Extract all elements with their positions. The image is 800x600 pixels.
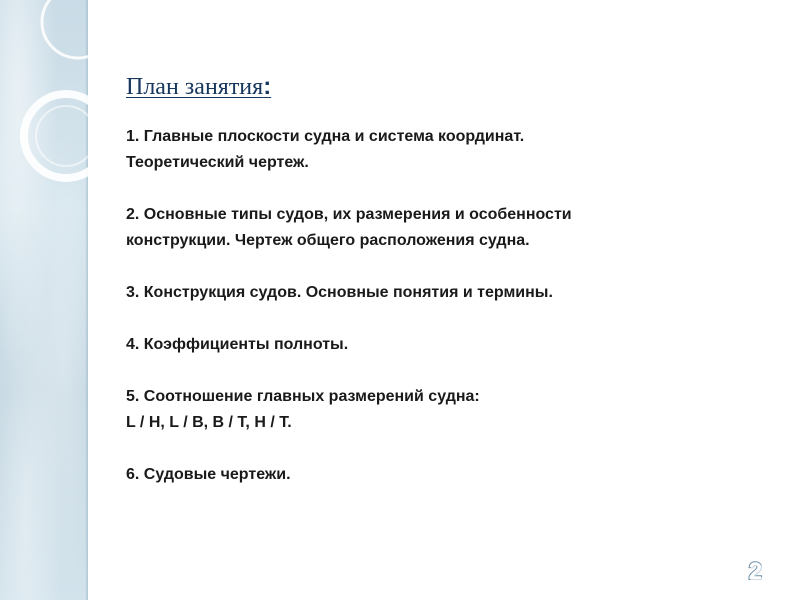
list-item-line: конструкции. Чертеж общего расположения судна. xyxy=(126,232,530,249)
slide-title xyxy=(126,72,766,102)
side-panel-edge xyxy=(85,0,88,600)
page-number: 2 xyxy=(748,558,762,585)
list-item-6 xyxy=(126,462,766,488)
list-item-1 xyxy=(126,124,766,176)
list-item-line: 4. Коэффициенты полноты. xyxy=(126,336,349,353)
list-item-4 xyxy=(126,332,766,358)
list-item-line: L / H, L / B, B / T, H / T. xyxy=(126,414,292,431)
content-area xyxy=(126,72,766,514)
list-item-line: 6. Судовые чертежи. xyxy=(126,466,291,483)
list-item-line: 5. Соотношение главных размерений судна: xyxy=(126,388,480,405)
list-item-3 xyxy=(126,280,766,306)
slide-title-colon: : xyxy=(263,73,272,100)
list-item-line: 3. Конструкция судов. Основные понятия и термины. xyxy=(126,284,553,301)
list-item-2 xyxy=(126,202,766,254)
list-item-line: 2. Основные типы судов, их размерения и особенности xyxy=(126,206,572,223)
decorative-side-panel xyxy=(0,0,88,600)
list-item-line: 1. Главные плоскости судна и система координат. xyxy=(126,128,525,145)
list-item-line: Теоретический чертеж. xyxy=(126,154,309,171)
list-item-5 xyxy=(126,384,766,436)
slide-title-text: План занятия xyxy=(126,74,264,100)
